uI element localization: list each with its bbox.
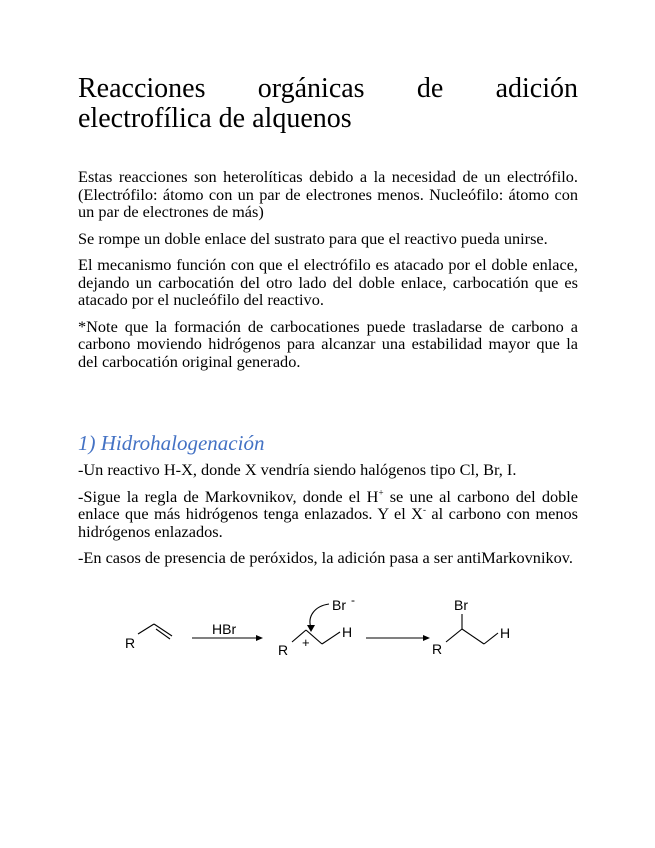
section-paragraph-2-part-a: -Sigue la regla de Markovnikov, donde el H xyxy=(78,486,379,506)
reaction-scheme xyxy=(110,592,550,672)
r-group-label-2: R xyxy=(278,642,289,658)
x-minus-superscript: - xyxy=(422,504,426,515)
bromide-label: Br xyxy=(332,597,346,613)
main-content xyxy=(78,74,578,379)
bromide-charge: - xyxy=(351,593,355,607)
section-paragraph-2-part-b: se une al carbono del doble enlace que más hidrógenos tenga enlazados. Y el X xyxy=(78,486,578,523)
carbocation-intermediate xyxy=(278,593,355,658)
intro-paragraph-2: Se rompe un doble enlace del sustrato para que el reactivo pueda unirse. xyxy=(78,228,548,248)
hydrogen-label-2: H xyxy=(500,625,511,641)
reagent-label: HBr xyxy=(212,621,237,637)
intro-section xyxy=(78,168,578,370)
section-paragraph-1: -Un reactivo H-X, donde X vendría siendo halógenos tipo Cl, Br, I. xyxy=(78,460,517,479)
r-group-label: R xyxy=(125,635,136,651)
section-paragraph-2 xyxy=(78,488,578,541)
intro-paragraph-1: Estas reacciones son heterolíticas debido a la necesidad de un electrófilo. (Electrófilo: átomo con un par de electrones menos. Nucleófilo: átomo con un par de electrones de más) xyxy=(78,167,578,221)
section-body xyxy=(78,461,578,576)
r-group-label-3: R xyxy=(432,641,443,657)
reaction-arrow-2 xyxy=(366,635,430,641)
section-heading: 1) Hidrohalogenación xyxy=(78,431,265,455)
section-paragraph-3: -En casos de presencia de peróxidos, la adición pasa a ser antiMarkovnikov. xyxy=(78,548,573,567)
section-paragraph-2-part-c: al carbono con menos hidrógenos enlazados. xyxy=(78,504,578,541)
intro-paragraph-4: *Note que la formación de carbocationes puede trasladarse de carbono a carbono moviendo hidrógenos para alcanzar una estabilidad mayor que la del carbocatión original generado. xyxy=(78,316,578,371)
plus-charge: + xyxy=(302,635,310,650)
reaction-arrow-1 xyxy=(192,621,263,641)
product-structure xyxy=(432,597,510,657)
h-plus-superscript: + xyxy=(378,487,384,498)
electron-push-arrow xyxy=(310,604,329,628)
hydrogen-label: H xyxy=(342,624,353,640)
alkene-structure xyxy=(125,624,172,651)
bromine-label: Br xyxy=(454,597,468,613)
page-title: Reacciones orgánicas de adición electrofílica de alquenos xyxy=(78,73,578,134)
intro-paragraph-3: El mecanismo función con que el electrófilo es atacado por el doble enlace, dejando un carbocatión del otro lado del doble enlace, carbocatión que es atacado por el nucleófilo del reactivo. xyxy=(78,255,578,309)
